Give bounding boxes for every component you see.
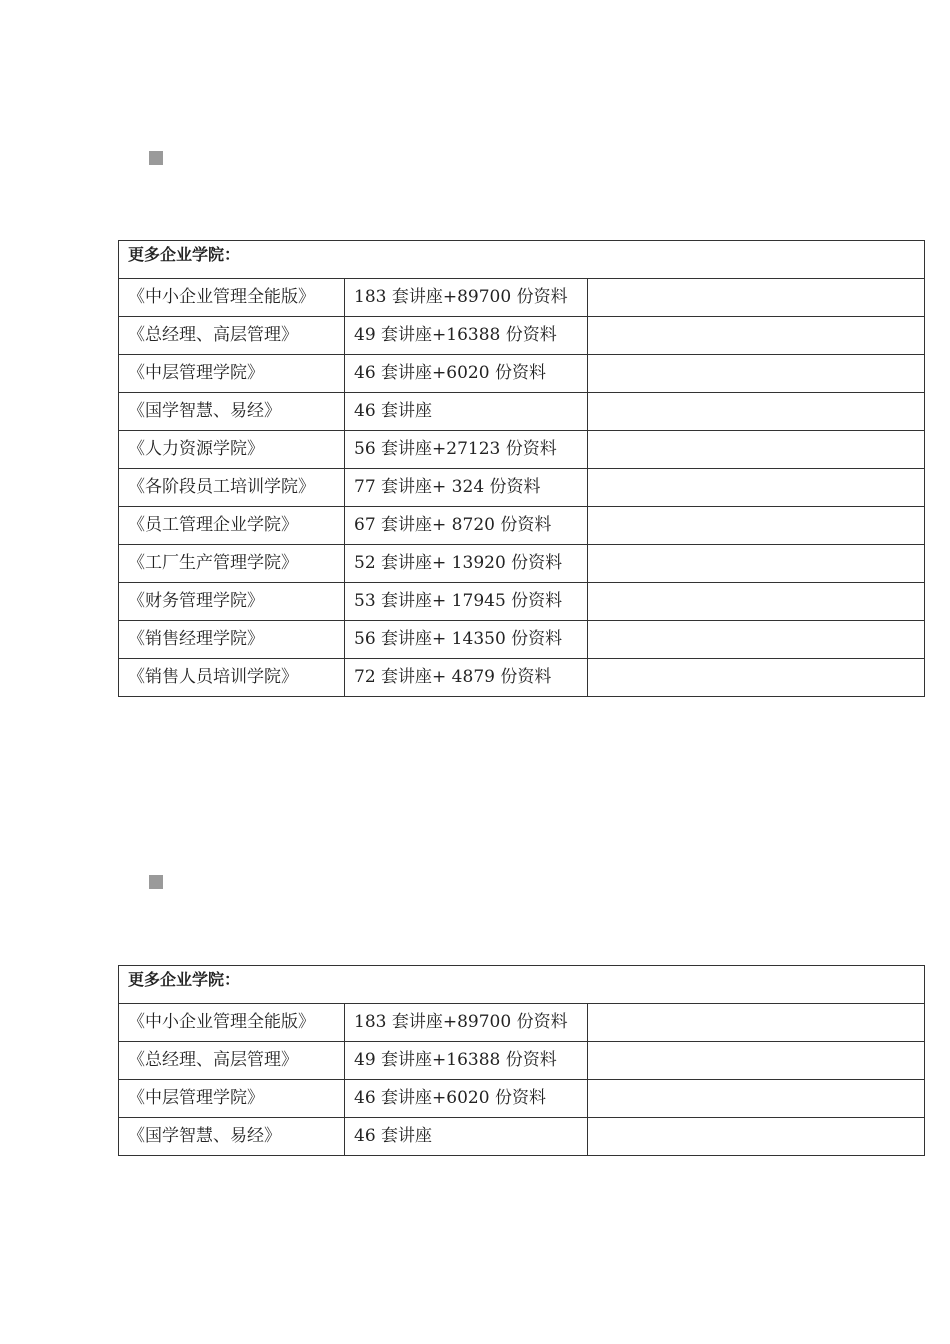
- academy-note: [588, 621, 925, 659]
- table-header-row: [119, 966, 925, 1004]
- academy-note: [588, 469, 925, 507]
- academy-note: [588, 431, 925, 469]
- academy-content: 49 套讲座+16388 份资料: [345, 317, 588, 355]
- academy-name: 《工厂生产管理学院》: [119, 545, 345, 583]
- academy-note: [588, 583, 925, 621]
- academy-note: [588, 1004, 925, 1042]
- academy-content: 49 套讲座+16388 份资料: [345, 1042, 588, 1080]
- academy-note: [588, 1080, 925, 1118]
- academy-name: 《销售人员培训学院》: [119, 659, 345, 697]
- table-row: [119, 621, 925, 659]
- academy-name: 《国学智慧、易经》: [119, 1118, 345, 1156]
- academy-table-2: [118, 965, 925, 1156]
- table-row: [119, 1118, 925, 1156]
- academy-content: 67 套讲座+ 8720 份资料: [345, 507, 588, 545]
- academy-name: 《人力资源学院》: [119, 431, 345, 469]
- academy-content: 77 套讲座+ 324 份资料: [345, 469, 588, 507]
- academy-note: [588, 393, 925, 431]
- academy-name: 《中层管理学院》: [119, 355, 345, 393]
- table-row: [119, 317, 925, 355]
- academy-name: 《各阶段员工培训学院》: [119, 469, 345, 507]
- academy-content: 56 套讲座+ 14350 份资料: [345, 621, 588, 659]
- academy-name: 《中小企业管理全能版》: [119, 279, 345, 317]
- table-header: 更多企业学院：: [119, 966, 925, 1004]
- academy-content: 53 套讲座+ 17945 份资料: [345, 583, 588, 621]
- academy-name: 《销售经理学院》: [119, 621, 345, 659]
- table-row: [119, 393, 925, 431]
- academy-note: [588, 507, 925, 545]
- academy-content: 52 套讲座+ 13920 份资料: [345, 545, 588, 583]
- academy-note: [588, 1042, 925, 1080]
- table-row: [119, 583, 925, 621]
- square-bullet-icon: [149, 151, 163, 165]
- table-row: [119, 1004, 925, 1042]
- academy-name: 《员工管理企业学院》: [119, 507, 345, 545]
- academy-content: 56 套讲座+27123 份资料: [345, 431, 588, 469]
- academy-note: [588, 659, 925, 697]
- square-bullet-icon: [149, 875, 163, 889]
- academy-name: 《总经理、高层管理》: [119, 317, 345, 355]
- academy-note: [588, 355, 925, 393]
- table-row: [119, 507, 925, 545]
- academy-name: 《国学智慧、易经》: [119, 393, 345, 431]
- academy-name: 《总经理、高层管理》: [119, 1042, 345, 1080]
- table-header-row: [119, 241, 925, 279]
- academy-content: 46 套讲座: [345, 393, 588, 431]
- academy-content: 72 套讲座+ 4879 份资料: [345, 659, 588, 697]
- table-row: [119, 431, 925, 469]
- academy-name: 《中层管理学院》: [119, 1080, 345, 1118]
- table-row: [119, 1080, 925, 1118]
- academy-note: [588, 317, 925, 355]
- academy-content: 46 套讲座+6020 份资料: [345, 1080, 588, 1118]
- table-row: [119, 659, 925, 697]
- table-header: 更多企业学院：: [119, 241, 925, 279]
- academy-name: 《中小企业管理全能版》: [119, 1004, 345, 1042]
- academy-content: 183 套讲座+89700 份资料: [345, 279, 588, 317]
- academy-content: 183 套讲座+89700 份资料: [345, 1004, 588, 1042]
- table-row: [119, 279, 925, 317]
- academy-note: [588, 279, 925, 317]
- table-row: [119, 355, 925, 393]
- table-row: [119, 469, 925, 507]
- academy-note: [588, 545, 925, 583]
- academy-content: 46 套讲座: [345, 1118, 588, 1156]
- academy-content: 46 套讲座+6020 份资料: [345, 355, 588, 393]
- academy-name: 《财务管理学院》: [119, 583, 345, 621]
- academy-table-1: [118, 240, 925, 697]
- table-row: [119, 545, 925, 583]
- academy-note: [588, 1118, 925, 1156]
- table-row: [119, 1042, 925, 1080]
